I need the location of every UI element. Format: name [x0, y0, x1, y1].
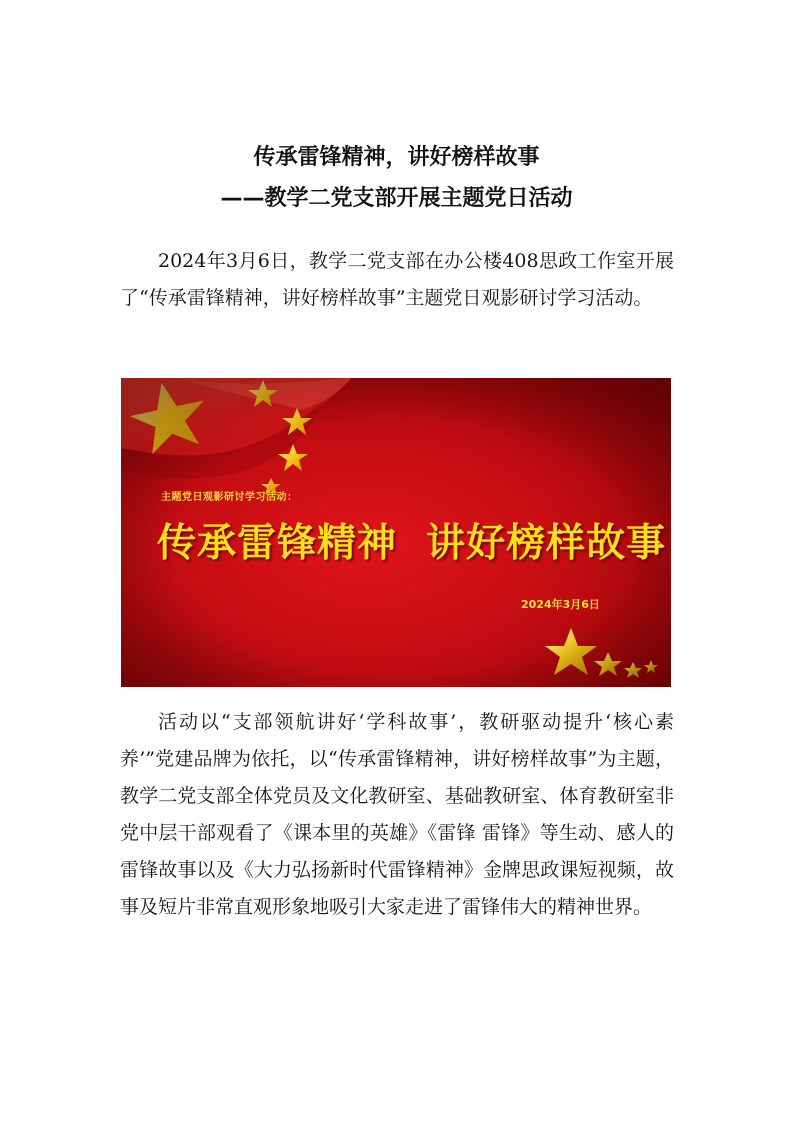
- event-banner-image: [121, 378, 671, 687]
- banner-headline: 传承雷锋精神 讲好榜样故事: [157, 521, 667, 566]
- page-title: 传承雷锋精神，讲好榜样故事: [253, 145, 540, 170]
- paragraph-details: 活动以“支部领航讲好‘学科故事’，教研驱动提升‘核心素养’”党建品牌为依托，以“传承雷锋精神，讲好榜样故事”为主题，教学二党支部全体党员及文化教研室、基础教研室、体育教研室非党中层干部观看了《课本里的英雄》《雷锋 雷锋》等生动、感人的雷锋故事以及《大力弘扬新时代雷锋精神》金牌思政课短视频，故事及短片非常直观形象地吸引大家走进了雷锋伟大的精神世界。: [120, 711, 674, 918]
- banner-date: 2024年3月6日: [521, 598, 600, 611]
- banner-label: 主题党日观影研讨学习活动：: [161, 492, 298, 503]
- page-subtitle: ——教学二党支部开展主题党日活动: [220, 186, 573, 211]
- paragraph-intro: 2024年3月6日，教学二党支部在办公楼408思政工作室开展了“传承雷锋精神，讲好榜样故事”主题党日观影研讨学习活动。: [120, 250, 674, 309]
